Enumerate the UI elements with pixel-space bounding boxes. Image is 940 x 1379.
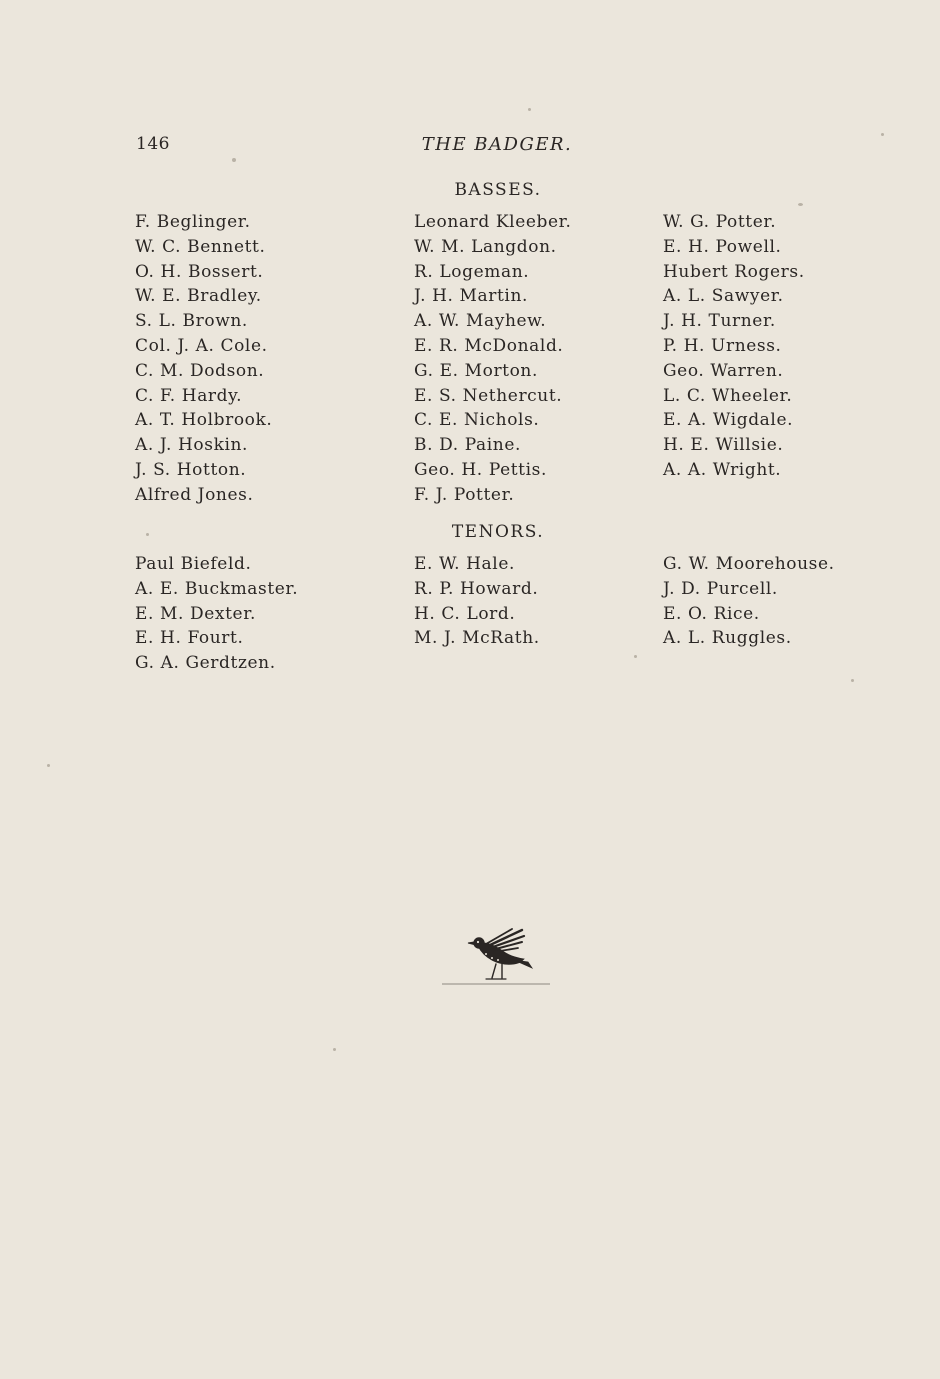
section-heading-basses: BASSES.: [454, 180, 542, 200]
paper-speck: [47, 764, 50, 767]
member-name: H. E. Willsie.: [663, 435, 784, 456]
section-heading-tenors: TENORS.: [451, 522, 545, 542]
page-number: 146: [136, 134, 170, 154]
paper-speck: [798, 203, 803, 206]
member-name: M. J. McRath.: [414, 628, 540, 649]
member-name: Geo. Warren.: [663, 360, 784, 381]
member-name: A. J. Hoskin.: [135, 435, 249, 456]
paper-speck: [881, 133, 884, 136]
member-name: E. O. Rice.: [663, 603, 760, 624]
member-name: E. H. Powell.: [663, 236, 782, 257]
paper-speck: [634, 655, 637, 658]
member-name: A. T. Holbrook.: [135, 410, 273, 431]
paper-speck: [528, 108, 531, 111]
member-name: G. A. Gerdtzen.: [135, 653, 276, 674]
member-name: C. E. Nichols.: [414, 410, 540, 431]
member-name: B. D. Paine.: [414, 435, 521, 456]
member-name: F. J. Potter.: [414, 484, 515, 505]
member-name: W. G. Potter.: [663, 212, 777, 232]
paper-speck: [146, 533, 149, 536]
member-name: P. H. Urness.: [663, 335, 782, 356]
member-name: C. M. Dodson.: [135, 360, 265, 381]
member-name: H. C. Lord.: [414, 603, 516, 624]
member-name: G. W. Moorehouse.: [663, 554, 835, 574]
member-name: C. F. Hardy.: [135, 385, 243, 406]
member-name: E. S. Nethercut.: [414, 385, 563, 406]
tenors-column-1: [135, 552, 298, 676]
member-name: Leonard Kleeber.: [414, 212, 572, 232]
member-name: E. M. Dexter.: [135, 603, 257, 624]
basses-column-2: [414, 210, 572, 508]
member-name: A. W. Mayhew.: [414, 311, 547, 332]
member-name: Hubert Rogers.: [663, 261, 805, 282]
basses-column-3: [663, 210, 805, 483]
member-name: E. H. Fourt.: [135, 628, 244, 649]
member-name: R. P. Howard.: [414, 578, 539, 599]
member-name: O. H. Bossert.: [135, 261, 264, 282]
running-title: THE BADGER.: [421, 134, 573, 155]
tenors-column-3: [663, 552, 835, 651]
member-name: A. L. Ruggles.: [663, 628, 792, 649]
member-name: Paul Biefeld.: [135, 554, 252, 574]
member-name: L. C. Wheeler.: [663, 385, 793, 406]
member-name: W. C. Bennett.: [135, 236, 266, 257]
bird-vignette-icon: [440, 924, 552, 988]
member-name: J. S. Hotton.: [135, 459, 247, 480]
member-name: A. A. Wright.: [663, 459, 782, 480]
paper-speck: [333, 1048, 336, 1051]
member-name: A. E. Buckmaster.: [135, 578, 299, 599]
basses-column-1: [135, 210, 272, 508]
member-name: W. M. Langdon.: [414, 236, 557, 257]
member-name: Col. J. A. Cole.: [135, 335, 268, 356]
member-name: A. L. Sawyer.: [663, 286, 784, 307]
member-name: W. E. Bradley.: [135, 286, 262, 307]
member-name: J. H. Turner.: [663, 311, 776, 332]
paper-speck: [851, 679, 854, 682]
member-name: J. D. Purcell.: [663, 578, 778, 599]
member-name: Geo. H. Pettis.: [414, 459, 547, 480]
member-name: Alfred Jones.: [135, 484, 254, 505]
member-name: G. E. Morton.: [414, 360, 538, 381]
member-name: E. W. Hale.: [414, 554, 515, 574]
member-name: E. A. Wigdale.: [663, 410, 794, 431]
paper-speck: [232, 158, 236, 162]
member-name: J. H. Martin.: [414, 286, 529, 307]
member-name: E. R. McDonald.: [414, 335, 564, 356]
member-name: S. L. Brown.: [135, 311, 248, 332]
member-name: F. Beglinger.: [135, 212, 251, 232]
tenors-column-2: [414, 552, 540, 651]
member-name: R. Logeman.: [414, 261, 530, 282]
